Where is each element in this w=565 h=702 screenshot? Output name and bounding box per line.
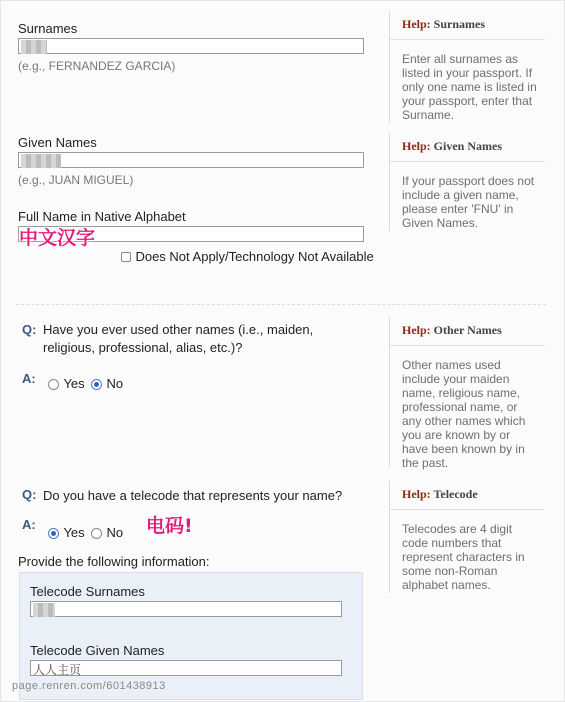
native-name-value: 中文汉字 (19, 227, 96, 249)
help-surnames-title (390, 11, 545, 40)
other-names-yes-option[interactable] (48, 375, 85, 393)
no-label: No (106, 376, 124, 391)
help-title-text: Other Names (433, 323, 502, 337)
q-marker: Q: (22, 487, 37, 502)
section-divider (16, 304, 546, 305)
help-telecode-title (390, 481, 545, 510)
telecode-given-input[interactable] (30, 660, 342, 676)
yes-label: Yes (63, 525, 85, 540)
other-names-yes-radio[interactable] (48, 379, 59, 390)
help-title-text: Telecode (433, 487, 478, 501)
help-telecode-text: Telecodes are 4 digit code numbers that represent characters in some non-Roman alphabet names. (402, 522, 525, 592)
watermark: page.renren.com/601438913 (12, 680, 166, 692)
other-names-no-option[interactable] (91, 375, 123, 393)
surnames-input[interactable] (18, 38, 364, 54)
help-other-text: Other names used include your maiden name, religious name, professional name, or any other names which you are known by or have been known by in the past. (402, 358, 526, 470)
native-na-row[interactable] (121, 248, 374, 266)
telecode-surnames-input[interactable] (30, 601, 342, 617)
redacted-value (33, 603, 55, 617)
help-title-text: Surnames (433, 17, 486, 31)
other-names-no-radio[interactable] (91, 379, 102, 390)
help-title-text: Given Names (433, 139, 502, 153)
surnames-example: (e.g., FERNANDEZ GARCIA) (18, 59, 176, 73)
help-prefix: Help: (402, 17, 431, 31)
help-given-text: If your passport does not include a given name, please enter 'FNU' in Given Names. (402, 174, 535, 230)
provide-info-label: Provide the following information: (18, 554, 210, 569)
native-na-checkbox[interactable] (121, 252, 131, 262)
help-other-names (389, 317, 545, 470)
telecode-given-overlay: 人人主页 (33, 663, 82, 677)
given-names-example: (e.g., JUAN MIGUEL) (18, 173, 134, 187)
help-other-title (390, 317, 545, 346)
help-telecode (389, 481, 545, 593)
yes-label: Yes (63, 376, 85, 391)
help-prefix: Help: (402, 139, 431, 153)
help-surnames (389, 11, 545, 123)
given-names-label: Given Names (18, 135, 97, 150)
help-given-names (389, 133, 545, 231)
telecode-annotation: 电码! (146, 515, 193, 537)
native-name-label: Full Name in Native Alphabet (18, 209, 186, 224)
a-marker: A: (22, 517, 36, 532)
telecode-surnames-label: Telecode Surnames (30, 584, 145, 599)
no-label: No (106, 525, 124, 540)
help-prefix: Help: (402, 323, 431, 337)
telecode-yes-radio[interactable] (48, 528, 59, 539)
given-names-input[interactable] (18, 152, 364, 168)
other-names-question: Have you ever used other names (i.e., maiden, religious, professional, alias, etc.)? (43, 322, 314, 355)
help-prefix: Help: (402, 487, 431, 501)
redacted-value (21, 40, 47, 54)
telecode-given-label: Telecode Given Names (30, 643, 165, 658)
telecode-yes-option[interactable] (48, 524, 85, 542)
telecode-no-radio[interactable] (91, 528, 102, 539)
redacted-value (21, 154, 61, 168)
native-na-label: Does Not Apply/Technology Not Available (135, 249, 374, 264)
surnames-label: Surnames (18, 21, 78, 36)
help-surnames-text: Enter all surnames as listed in your passport. If only one name is listed in your passport, enter that Surname. (402, 52, 537, 122)
a-marker: A: (22, 371, 36, 386)
telecode-question: Do you have a telecode that represents your name? (43, 488, 343, 503)
help-given-title (390, 133, 545, 162)
telecode-no-option[interactable] (91, 524, 123, 542)
q-marker: Q: (22, 322, 37, 337)
